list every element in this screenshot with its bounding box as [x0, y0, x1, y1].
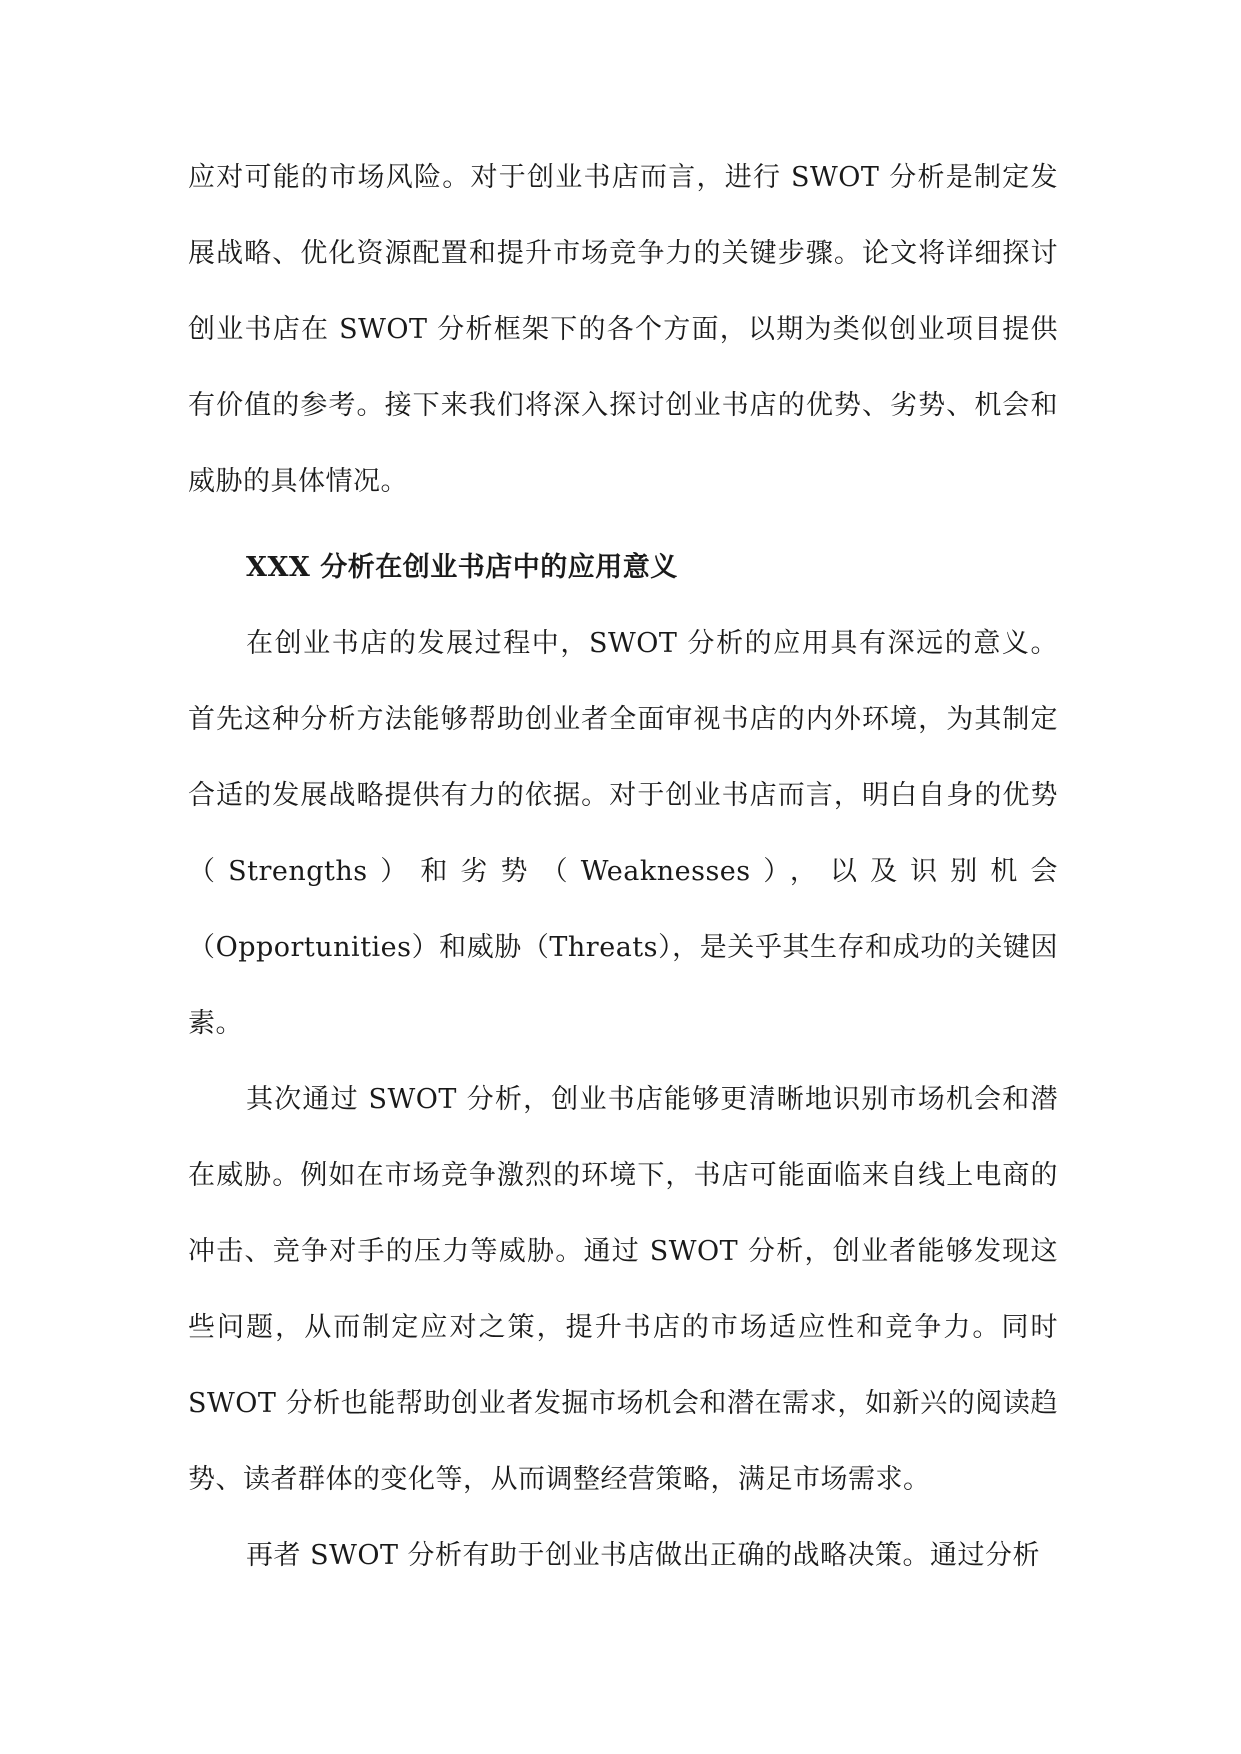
paragraph-significance-3: 再者 SWOT 分析有助于创业书店做出正确的战略决策。通过分析 [246, 1540, 1041, 1571]
section-heading: XXX 分析在创业书店中的应用意义 [246, 552, 678, 583]
paragraph-significance-1: 在创业书店的发展过程中，SWOT 分析的应用具有深远的意义。首先这种分析方法能够帮助创业者全面审视书店的内外环境，为其制定合适的发展战略提供有力的依据。对于创业书店而言，明白自身的优势（Strengths）和劣势（Weaknesses），以及识别机会（Opportunities）和威胁（Threats），是关乎其生存和成功的关键因素。 [188, 628, 1058, 1039]
paragraph-significance-2: 其次通过 SWOT 分析，创业书店能够更清晰地识别市场机会和潜在威胁。例如在市场竞争激烈的环境下，书店可能面临来自线上电商的冲击、竞争对手的压力等威胁。通过 SWOT 分析，创业者能够发现这些问题，从而制定应对之策，提升书店的市场适应性和竞争力。同时 SWOT 分析也能帮助创业者发掘市场机会和潜在需求，如新兴的阅读趋势、读者群体的变化等，从而调整经营策略，满足市场需求。 [188, 1084, 1058, 1495]
document-body [188, 140, 1058, 1594]
paragraph-intro-continued: 应对可能的市场风险。对于创业书店而言，进行 SWOT 分析是制定发展战略、优化资源配置和提升市场竞争力的关键步骤。论文将详细探讨创业书店在 SWOT 分析框架下的各个方面，以期为类似创业项目提供有价值的参考。接下来我们将深入探讨创业书店的优势、劣势、机会和威胁的具体情况。 [188, 162, 1058, 497]
